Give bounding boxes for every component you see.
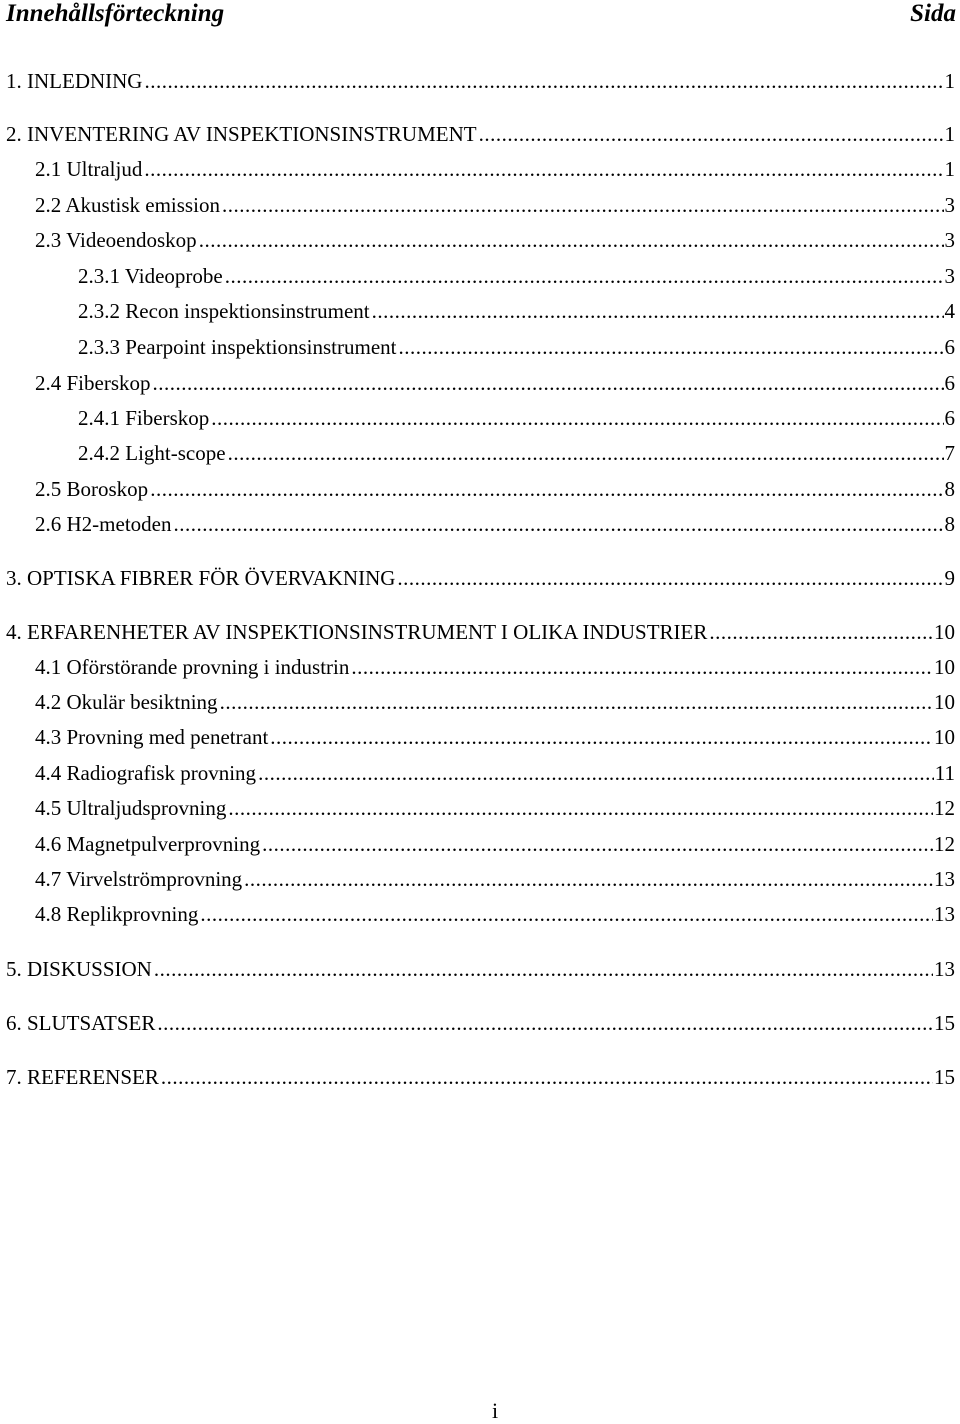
toc-entry-label: 2.1 Ultraljud — [35, 157, 143, 181]
toc-entry-page: 1 — [944, 122, 955, 146]
toc-entry-videoendoskop — [35, 226, 955, 256]
toc-entry-pearpoint — [78, 333, 955, 363]
toc-entry-label: 2.3.2 Recon inspektionsinstrument — [78, 299, 370, 323]
page-number: i — [491, 1398, 499, 1423]
toc-entry-page: 8 — [944, 477, 955, 501]
toc-entry-label: 2.3.1 Videoprobe — [78, 264, 223, 288]
toc-entry-label: 4.1 Oförstörande provning i industrin — [35, 655, 350, 679]
toc-entry-label: 2.4.1 Fiberskop — [78, 406, 210, 430]
toc-entry-oforstorande — [35, 653, 955, 683]
dot-leader — [153, 369, 944, 397]
toc-entry-page: 10 — [934, 655, 955, 679]
page-column-label: Sida — [910, 0, 956, 27]
toc-entry-page: 7 — [944, 441, 955, 465]
toc-entry-ultraljud — [35, 155, 955, 185]
toc-entry-inventering — [6, 120, 955, 150]
dot-leader — [397, 564, 943, 592]
toc-entry-page: 6 — [944, 371, 955, 395]
dot-leader — [262, 830, 933, 858]
toc-entry-ultraljudsprovning — [35, 794, 955, 824]
toc-entry-inledning — [6, 67, 955, 97]
dot-leader — [228, 794, 933, 822]
toc-entry-referenser — [6, 1063, 955, 1093]
toc-entry-radiografisk — [35, 759, 955, 789]
toc-entry-page: 3 — [944, 193, 955, 217]
toc-entry-penetrant — [35, 723, 955, 753]
toc-entry-page: 3 — [944, 228, 955, 252]
dot-leader — [244, 865, 933, 893]
toc-entry-replik — [35, 900, 955, 930]
toc-entry-page: 12 — [934, 796, 955, 820]
toc-entry-page: 10 — [934, 725, 955, 749]
toc-entry-label: 2.6 H2-metoden — [35, 512, 172, 536]
toc-entry-akustisk-emission — [35, 191, 955, 221]
toc-entry-label: 6. SLUTSATSER — [6, 1011, 156, 1035]
toc-entry-magnetpulver — [35, 830, 955, 860]
toc-entry-page: 6 — [944, 406, 955, 430]
dot-leader — [199, 226, 944, 254]
toc-entry-page: 4 — [944, 299, 955, 323]
toc-entry-page: 10 — [934, 690, 955, 714]
dot-leader — [225, 262, 944, 290]
toc-entry-videoprobe — [78, 262, 955, 292]
dot-leader — [270, 723, 933, 751]
toc-entry-label: 4.5 Ultraljudsprovning — [35, 796, 227, 820]
toc-entry-okular — [35, 688, 955, 718]
toc-entry-virvelstrom — [35, 865, 955, 895]
dot-leader — [150, 475, 943, 503]
dot-leader — [173, 510, 943, 538]
dot-leader — [161, 1063, 933, 1091]
toc-entry-page: 13 — [934, 902, 955, 926]
toc-entry-page: 1 — [944, 157, 955, 181]
toc-entry-label: 2.5 Boroskop — [35, 477, 149, 501]
toc-entry-label: 2.2 Akustisk emission — [35, 193, 220, 217]
dot-leader — [157, 1009, 933, 1037]
toc-entry-label: 2.4 Fiberskop — [35, 371, 151, 395]
dot-leader — [479, 120, 944, 148]
dot-leader — [398, 333, 943, 361]
dot-leader — [222, 191, 944, 219]
toc-entry-label: 2. INVENTERING AV INSPEKTIONSINSTRUMENT — [6, 122, 477, 146]
dot-leader — [228, 439, 944, 467]
toc-entry-h2-metoden — [35, 510, 955, 540]
toc-entry-page: 15 — [934, 1065, 955, 1089]
toc-entry-label: 7. REFERENSER — [6, 1065, 159, 1089]
dot-leader — [211, 404, 943, 432]
toc-entry-page: 13 — [934, 957, 955, 981]
toc-title: Innehållsförteckning — [6, 0, 225, 27]
toc-entry-label: 4. ERFARENHETER AV INSPEKTIONSINSTRUMENT I OLIKA INDUSTRIER — [6, 620, 708, 644]
toc-entry-optiska-fibrer — [6, 564, 955, 594]
toc-entry-label: 2.4.2 Light-scope — [78, 441, 226, 465]
toc-entry-label: 4.2 Okulär besiktning — [35, 690, 218, 714]
dot-leader — [351, 653, 933, 681]
toc-entry-label: 3. OPTISKA FIBRER FÖR ÖVERVAKNING — [6, 566, 396, 590]
toc-entry-label: 4.6 Magnetpulverprovning — [35, 832, 261, 856]
dot-leader — [200, 900, 933, 928]
toc-entry-page: 8 — [944, 512, 955, 536]
toc-entry-label: 4.4 Radiografisk provning — [35, 761, 257, 785]
dot-leader — [220, 688, 933, 716]
dot-leader — [709, 618, 933, 646]
toc-entry-page: 15 — [934, 1011, 955, 1035]
toc-entry-recon — [78, 297, 955, 327]
toc-entry-label: 2.3 Videoendoskop — [35, 228, 197, 252]
toc-entry-fiberskop — [35, 369, 955, 399]
toc-entry-boroskop — [35, 475, 955, 505]
toc-entry-erfarenheter — [6, 618, 955, 648]
dot-leader — [258, 759, 934, 787]
toc-entry-label: 5. DISKUSSION — [6, 957, 152, 981]
dot-leader — [144, 155, 943, 183]
toc-entry-page: 1 — [944, 69, 955, 93]
toc-entry-label: 4.8 Replikprovning — [35, 902, 199, 926]
toc-entry-label: 4.7 Virvelströmprovning — [35, 867, 243, 891]
toc-entry-page: 13 — [934, 867, 955, 891]
toc-entry-label: 2.3.3 Pearpoint inspektionsinstrument — [78, 335, 397, 359]
dot-leader — [372, 297, 944, 325]
toc-entry-light-scope — [78, 439, 955, 469]
toc-entry-page: 9 — [944, 566, 955, 590]
dot-leader — [144, 67, 943, 95]
dot-leader — [154, 955, 933, 983]
toc-entry-page: 12 — [934, 832, 955, 856]
toc-entry-page: 6 — [944, 335, 955, 359]
toc-entry-slutsatser — [6, 1009, 955, 1039]
toc-entry-label: 4.3 Provning med penetrant — [35, 725, 269, 749]
toc-entry-page: 11 — [934, 761, 955, 785]
toc-heading — [6, 0, 956, 30]
toc-entry-label: 1. INLEDNING — [6, 69, 143, 93]
toc-entry-page: 10 — [934, 620, 955, 644]
toc-entry-diskussion — [6, 955, 955, 985]
toc-entry-page: 3 — [944, 264, 955, 288]
toc-entry-fiberskop-sub — [78, 404, 955, 434]
